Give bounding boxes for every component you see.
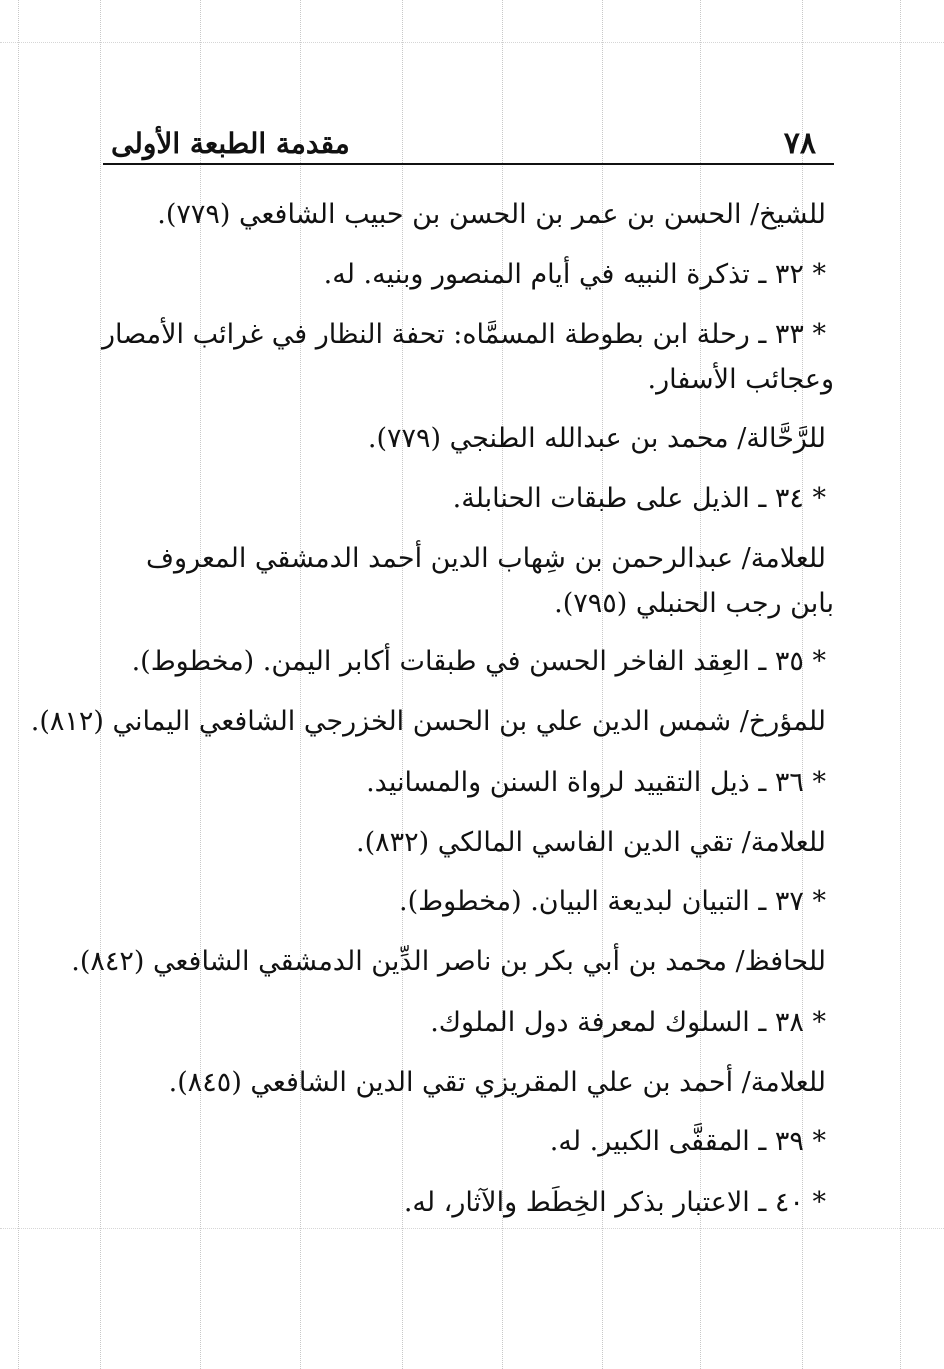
- text-line: للعلامة/ أحمد بن علي المقريزي تقي الدين الشافعي (٨٤٥).: [168, 1067, 826, 1098]
- entry-title: * ٣٩ ـ المقفَّى الكبير. له.: [549, 1126, 826, 1157]
- page-number: ٧٨: [783, 126, 816, 161]
- text-line: للمؤرخ/ شمس الدين علي بن الحسن الخزرجي الشافعي اليماني (٨١٢).: [30, 706, 826, 737]
- text-line: للشيخ/ الحسن بن عمر بن الحسن بن حبيب الشافعي (٧٧٩).: [157, 199, 826, 230]
- header-rule: [103, 163, 834, 165]
- text-line: للحافظ/ محمد بن أبي بكر بن ناصر الدِّين الدمشقي الشافعي (٨٤٢).: [71, 946, 826, 977]
- entry-title: * ٣٥ ـ العِقد الفاخر الحسن في طبقات أكابر اليمن. (مخطوط).: [131, 646, 826, 677]
- text-line: للعلامة/ تقي الدين الفاسي المالكي (٨٣٢).: [355, 827, 826, 858]
- running-title: مقدمة الطبعة الأولى: [111, 127, 350, 160]
- text-line: للرَّحَّالة/ محمد بن عبدالله الطنجي (٧٧٩).: [367, 423, 826, 454]
- entry-title: * ٣٧ ـ التبيان لبديعة البيان. (مخطوط).: [399, 886, 826, 917]
- entry-title: * ٣٣ ـ رحلة ابن بطوطة المسمَّاه: تحفة النظار في غرائب الأمصار: [102, 319, 826, 350]
- entry-title: * ٣٢ ـ تذكرة النبيه في أيام المنصور وبنيه. له.: [323, 259, 826, 290]
- scan-guide: [0, 42, 944, 43]
- text-line: للعلامة/ عبدالرحمن بن شِهاب الدين أحمد الدمشقي المعروف: [146, 543, 826, 574]
- scan-guide: [0, 1228, 944, 1229]
- scan-guide: [18, 0, 19, 1369]
- text-line: وعجائب الأسفار.: [647, 364, 834, 395]
- entry-title: * ٣٦ ـ ذيل التقييد لرواة السنن والمسانيد.: [366, 767, 826, 798]
- entry-title: * ٣٨ ـ السلوك لمعرفة دول الملوك.: [430, 1007, 826, 1038]
- page-header: [103, 128, 834, 164]
- entry-title: * ٤٠ ـ الاعتبار بذكر الخِطَط والآثار، له.: [403, 1187, 826, 1218]
- entry-title: * ٣٤ ـ الذيل على طبقات الحنابلة.: [452, 483, 826, 514]
- text-line: بابن رجب الحنبلي (٧٩٥).: [554, 588, 834, 619]
- scan-guide: [900, 0, 901, 1369]
- scan-guide: [100, 0, 101, 1369]
